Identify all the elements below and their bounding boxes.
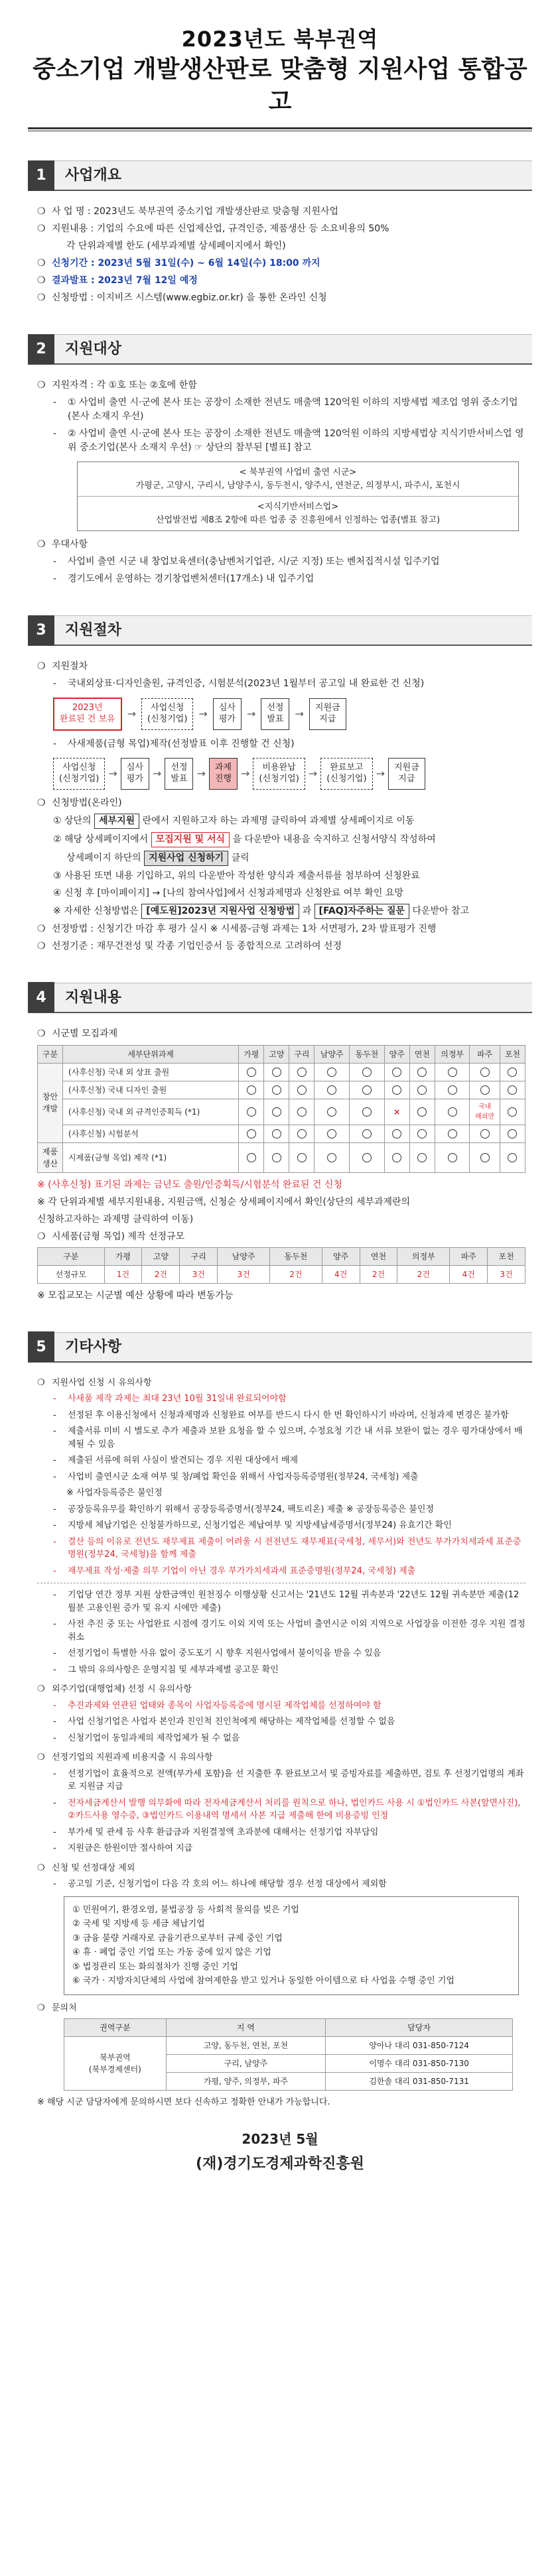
- section-2-header: [28, 334, 532, 365]
- footer-date: 2023년 5월: [242, 2130, 318, 2147]
- selection-criteria: 선정기준 : 재무건전성 및 각종 기업인증서 등 종합적으로 고려하여 선정: [52, 940, 342, 951]
- faq-download-tag[interactable]: [FAQ]자주하는 질문: [315, 904, 410, 919]
- page-header: [28, 0, 532, 131]
- priority-item-1: 사업비 출연 시군 내 창업보육센터(충남벤처기업관, 시/군 지정) 또는 벤처집적시설 입주기업: [68, 556, 440, 568]
- section-title: 지원대상: [65, 341, 122, 358]
- table-row: (사후신청) 국내 외 규격인증획득 (*1) × 국내 해외만: [38, 1099, 525, 1125]
- group-5-title: 신청 및 선정대상 제외: [52, 1863, 135, 1873]
- method-step-2b: 상세페이지 하단의 지원사업 신청하기 클릭: [37, 851, 525, 866]
- special-note: 국내 해외만: [470, 1099, 500, 1125]
- table-row: 구리, 남양주 이명수 대리 031-850-7130: [64, 2055, 513, 2073]
- note-item: 선정된 후 이용신청에서 신청과제명과 신청완료 여부를 반드시 다시 한 번 확인하시기 바라며, 신청과제 변경은 불가함: [68, 1410, 509, 1420]
- knowledge-service-desc: 산업발전법 제8조 2항에 따른 업종 중 진흥원에서 인정하는 업종(별표 참고): [155, 515, 441, 525]
- row-group: 창안 개발: [38, 1063, 63, 1142]
- table-header: 포천: [500, 1045, 525, 1063]
- row-label: (사후신청) 국내 외 규격인증획득 (*1): [63, 1099, 239, 1125]
- note-item: 전자세금계산서 발행 의무화에 따라 전자세금계산서 처리를 원칙으로 하나, 법인카드 사용 시 ①법인카드 사본(앞면사진), ②카드사용 영수증, ③법인카드 이용내역 명세서 사본 지급 제출해 한에 비용증빙 인정: [68, 1798, 521, 1821]
- note-item: 제출서류 미비 시 별도로 추가 제출과 보완 요청을 할 수 있으며, 수정요청 기간 내 서류 보완이 없는 경우 평가대상에서 배제될 수 있음: [68, 1426, 523, 1449]
- table-header: 구분: [38, 1045, 63, 1063]
- exclusion-box: [64, 1896, 519, 1995]
- table-header: 가평: [239, 1045, 264, 1063]
- eligibility-item-2: ② 사업비 출연 시·군에 본사 또는 공장이 소재한 전년도 매출액 120억원 이하의 지방세법상 지식기반서비스업 영위 중소기업(본사 소재지 우선) ☞ 상단의 참부된 [별표] 참고: [68, 428, 524, 454]
- note-item: 그 밖의 유의사항은 운영지침 및 세부과제별 공고문 확인: [68, 1664, 279, 1675]
- eligibility-intro: 지원자격 : 각 ①호 또는 ②호에 한함: [52, 380, 197, 391]
- quota-note: ※ 모집교모는 시군별 예산 상황에 따라 변동가능: [37, 1290, 234, 1301]
- application-period: 신청기간 : 2023년 5월 31일(수) ~ 6월 14일(수) 18:00 까지: [52, 258, 320, 269]
- region-box: [77, 461, 519, 531]
- section-3-header: [28, 615, 532, 646]
- row-label: (사후신청) 국내 디자인 출원: [63, 1081, 239, 1099]
- note-item: 지방세 체납기업은 신청불가하므로, 신청기업은 제납여부 및 지방세납세증명서(정부24) 유효기간 확인: [68, 1520, 452, 1531]
- table-header: 연천: [409, 1045, 435, 1063]
- row-label: (사후신청) 시험분석: [63, 1125, 239, 1142]
- flow-step: 비용완납 (신청기업): [253, 758, 305, 790]
- flow-step: 선정 발표: [261, 698, 289, 730]
- method-step-3: ③ 사용된 또면 내용 기입하고, 위의 다운받아 작성한 양식과 제출서류를 첨부하여 신청완료: [53, 870, 420, 881]
- section-4-body: ❍ 시군별 모집과제 구분 세부단위과제 가평 고양 구리 남양주 동두천 양주 연천 의정부 파주 포천 창안 개발 (사후신청) 국내 외 상표 출원 (사후신청) 국내 디자인 출원 (사후신청) 국내 외 규격인증획득 (*1) × 국내 해외만 (사후신청) 시험분석 제품 생산 시제품(금형 목업) 제작 (*1) ※ (사후신청) 표기된 과제는 금년도 출원/인증획득/시험분석 완료된 건 신청 ※ 각 단위과제별 세부지원내용, 지원금액, 신청순 상세페이지에서 확인(상단의 세부과제란의 신청하고자하는 과제명 클릭하여 이동) ❍ 시세품(금형 목업) 제작 선정규모 구분 가평 고양 구리 남양주 동두천 양주 연천 의정부 파주 포천 선정규모 1건 2건 3건 3건 2건 4건 2건 2건 4건 3건 ※ 모집교모는 시군별 예산 상황에 따라 변동가능: [28, 1013, 532, 1303]
- flow-step: 과제 진행: [209, 758, 238, 790]
- flow-step: 지원금 지급: [388, 758, 425, 790]
- title-divider: [28, 127, 532, 131]
- table-row: [38, 1142, 525, 1172]
- table-row: [38, 1125, 525, 1142]
- footer-org: (재)경기도경제과학진흥원: [196, 2155, 364, 2172]
- section-3-body: ❍ 지원절차 - 국내외상표·디자인출원, 규격인증, 시험분석(2023년 1월부터 공고일 내 완료한 건 신청) 2023년 완료된 건 보유 → 사업신청 (신청기업) → 심사 평가 → 선정 발표 → 지원금 지급 - 사새제품(금형 목업)제작(선정발표 이후 진행할 건 신청) 사업신청 (신청기업) → 심사 평가 → 선정 발표 → 과제 진행 → 비용완납 (신청기업) → 완료보고 (신청기업) → 지원금 지급 ❍ 신청방법(온라인) ① 상단의 세부지원 란에서 지원하고자 하는 과제명 클릭하여 과제별 상세페이지로 이동 ② 해당 상세페이지에서 모집지원 및 서식 을 다운받아 내용을 숙지하고 신청서양식 작성하여 상세페이지 하단의 지원사업 신청하기 클릭 ③ 사용된 또면 내용 기입하고, 위의 다운받아 작성한 양식과 제출서류를 첨부하여 신청완료 ④ 신청 후 [마이페이지] → [나의 참여사업]에서 신청과제명과 신청완료 여부 확인 요망 ※ 자세한 신청방법은 [예도원]2023년 지원사업 신청방법 과 [FAQ]자주하는 질문 다운받아 참고 ❍ 선정방법 : 신청기간 마감 후 평가 실시 ※ 시세품-금형 과제는 1차 서면평가, 2차 발표평가 진행 ❍ 선정기준 : 재무건전성 및 각종 기업인증서 등 종합적으로 고려하여 선정: [28, 646, 532, 953]
- flow-step: 사업신청 (신청기업): [53, 758, 105, 790]
- note-item: 공장등록유무를 확인하기 위해서 공장등록증명서(정부24, 팩토리온) 제출 ※ 공장등록증은 불인정: [68, 1504, 434, 1514]
- support-content: 지원내용 : 기업의 수요에 따른 신업제산업, 규격인증, 제품생산 등 소요비용의 50%: [52, 223, 389, 235]
- table-header: 의정부: [435, 1045, 470, 1063]
- table-title: 시군별 모집과제: [52, 1028, 118, 1039]
- section-title: 지원절차: [65, 622, 122, 639]
- procedure-intro-1: 국내외상표·디자인출원, 규격인증, 시험분석(2023년 1월부터 공고일 내 완료한 건 신청): [68, 678, 425, 690]
- section-5-body: ❍ 지원사업 신청 시 유의사항 - 사새품 제작 과제는 최대 23년 10월 31일내 완료되어야함 - 선정된 후 이용신청에서 신청과제명과 신청완료 여부를 반드시 다시 한 번 확인하시기 바라며, 신청과제 변경은 불가함 - 제출서류 미비 시 별도로 추가 제출과 보완 요청을 할 수 있으며, 수정요청 기간 내 서류 보완이 없는 경우 평가대상에서 배제될 수 있음 - 제출된 서류에 허위 사실이 발견되는 경우 지원 대상에서 배제 - 사업비 출연시군 소재 여부 및 창/폐업 확인을 위해서 사업자등록증명원(정부24, 국세청) 제출 ※ 사업자등록증은 불인정 - 공장등록유무를 확인하기 위해서 공장등록증명서(정부24, 팩토리온) 제출 ※ 공장등록증은 불인정 - 지방세 체납기업은 신청불가하므로, 신청기업은 제납여부 및 지방세납세증명서(정부24) 유효기간 확인 - 결산 등의 이유로 전년도 재무제표 제출이 어려울 시 전전년도 재무제표(국세청, 세무서)와 전년도 부가가치세과세 표준증명원(정부24, 국세청)을 함께 제출 - 재무제표 작성·제출 의무 기업이 아닌 경우 부가가치세과세 표준증명원(정부24, 국세청) 제출 - 기업당 연간 정부 지원 상한금액인 원천징수 이행상황 신고서는 '21년도 12월 귀속분과 '22년도 12월 귀속분만 제출(12월분 고용인원 증가 및 유지 시에만 제출) - 사전 추진 중 또는 사업완료 시점에 경기도 이외 지역 또는 사업비 출연시군 이외 지역으로 사업장을 이전한 경우 지원 결정 취소 - 선정기업이 특별한 사유 없이 중도포기 시 향후 지원사업에서 불이익을 받을 수 있음 - 그 밖의 유의사항은 운영지침 및 세부과제별 공고문 확인 ❍ 외주기업(대행업체) 선정 시 유의사항 - 추진과제와 연관된 업태와 종목이 사업자등록증에 명시된 제작업체를 선정하여야 함 - 사업 신청기업은 사업자 본인과 친인척 친인척에게 해당하는 제작업체를 선정할 수 없음 - 신청기업이 동일과제의 제작업체가 될 수 없음 ❍ 선정기업의 지원과제 비용지출 시 유의사항 - 선정기업이 효율적으로 전액(부가세 포함)을 선 지출한 후 완료보고서 및 증빙자료를 제출하면, 검토 후 선정기업명의 계좌로 지원금 지급 - 전자세금계산서 발행 의무화에 따라 전자세금계산서 처리를 원칙으로 하나, 법인카드 사용 시 ①법인카드 사본(앞면사진), ②카드사용 영수증, ③법인카드 이용내역 명세서 사본 지급 제출해 한에 비용증빙 인정 - 부가세 및 관세 등 사후 환급금과 지원결정액 초과분에 대해서는 선정기업 자부담임 - 지원금은 한원이만 절사하여 지급 ❍ 신청 및 선정대상 제외 - 공고일 기준, 신청기업이 다음 각 호의 어느 하나에 해당할 경우 선정 대상에서 제외함 ① 민원여기, 환경오염, 불법공장 등 사회적 물의를 빚은 기업 ② 국세 및 지방세 등 세금 체납기업 ③ 금융 불량 거래자로 금융기관으로부터 규제 중인 기업 ④ 휴 · 폐업 중인 기업 또는 가동 중에 있지 않은 기업 ⑤ 법정관리 또는 화의절차가 진행 중인 기업 ⑥ 국가 · 지방자치단체의 사업에 참여제한을 받고 있거나 동일한 아이템으로 타 사업을 수행 중인 기업 ❍ 문의처 권역구분 지 역 담당자 북부권역 (북부경제센터) 고양, 동두천, 연천, 포천 양아나 대리 031-850-7124 구리, 남양주 이명수 대리 031-850-7130 가평, 양주, 의정부, 파주 김한솔 대리 031-850-7131 ※ 해당 시군 담당자에게 문의하시면 보다 신속하고 정확한 안내가 가능합니다.: [28, 1363, 532, 2109]
- row-label: 시제품(금형 목업) 제작 (*1): [63, 1142, 239, 1172]
- flow-step: 2023년 완료된 건 보유: [53, 698, 122, 731]
- result-announcement: 결과발표 : 2023년 7월 12일 예정: [52, 275, 198, 286]
- table-header: 구리: [289, 1045, 315, 1063]
- table-header: 파주: [470, 1045, 500, 1063]
- priority-title: 우대사항: [52, 539, 88, 550]
- note-item: 사전 추진 중 또는 사업완료 시점에 경기도 이외 지역 또는 사업비 출연시군 이외 지역으로 사업장을 이전한 경우 지원 결정 취소: [68, 1619, 525, 1642]
- section-number: 5: [28, 1331, 54, 1362]
- group-3-title: 외주기업(대행업체) 선정 시 유의사항: [52, 1684, 192, 1695]
- table-header: 세부단위과제: [63, 1045, 239, 1063]
- section-1-body: ❍ 사 업 명 : 2023년도 북부권역 중소기업 개발생산판로 맞춤형 지원사업 ❍ 지원내용 : 기업의 수요에 따른 신업제산업, 규격인증, 제품생산 등 소요비용의 50% 각 단위과제별 한도 (세부과제별 상세페이지에서 확인) ❍ 신청기간 : 2023년 5월 31일(수) ~ 6월 14일(수) 18:00 까지 ❍ 결과발표 : 2023년 7월 12일 예정 ❍ 신청방법 : 이지비즈 시스템(www.egbiz.or.kr) 을 통한 온라인 신청: [28, 191, 532, 305]
- section-number: 1: [28, 160, 54, 191]
- note-item: 사업비 출연시군 소재 여부 및 창/폐업 확인을 위해서 사업자등록증명원(정부24, 국세청) 제출: [68, 1471, 419, 1482]
- knowledge-service-title: <지식기반서비스업>: [257, 502, 339, 513]
- flow-step: 지원금 지급: [309, 698, 346, 730]
- group-4-title: 선정기업의 지원과제 비용지출 시 유의사항: [52, 1752, 213, 1763]
- note-item: 사업 신청기업은 사업자 본인과 친인척 친인척에게 해당하는 제작업체를 선정할 수 없음: [68, 1717, 395, 1727]
- section-number: 2: [28, 334, 54, 365]
- method-step-2: ② 해당 상세페이지에서 모집지원 및 서식 을 다운받아 내용을 숙지하고 신청서양식 작성하여: [37, 832, 525, 847]
- method-title: 신청방법(온라인): [52, 797, 122, 808]
- note-item: 부가세 및 관세 등 사후 환급금과 지원결정액 초과분에 대해서는 선정기업 자부담임: [68, 1827, 379, 1837]
- apply-button-tag[interactable]: 지원사업 신청하기: [144, 851, 228, 866]
- group-1-title: 지원사업 신청 시 유의사항: [52, 1377, 152, 1388]
- exclusion-item: ⑥ 국가 · 지방자치단체의 사업에 참여제한을 받고 있거나 동일한 아이템으로 타 사업을 수행 중인 기업: [72, 1976, 455, 1987]
- procedure-flow-2: 사업신청 (신청기업) → 심사 평가 → 선정 발표 → 과제 진행 → 비용완납 (신청기업) → 완료보고 (신청기업) → 지원금 지급: [53, 758, 525, 790]
- exclusion-item: ① 민원여기, 환경오염, 불법공장 등 사회적 물의를 빚은 기업: [72, 1904, 299, 1915]
- table-note-2: ※ 각 단위과제별 세부지원내용, 지원금액, 신청순 상세페이지에서 확인(상단의 세부과제란의: [37, 1196, 411, 1207]
- table-header: 남양주: [315, 1045, 350, 1063]
- table-row: 가평, 양주, 의정부, 파주 김한솔 대리 031-850-7131: [64, 2073, 513, 2091]
- table-row: [38, 1081, 525, 1099]
- procedure-intro-2: 사새제품(금형 목업)제작(선정발표 이후 진행할 건 신청): [68, 739, 295, 750]
- flow-step: 사업신청 (신청기업): [141, 698, 193, 730]
- section-5-header: [28, 1332, 532, 1363]
- procedure-title: 지원절차: [52, 661, 88, 672]
- flow-step: 선정 발표: [165, 758, 193, 790]
- section-4-header: [28, 983, 532, 1013]
- note-item: 추진과제와 연관된 업태와 종목이 사업자등록증에 명시된 제작업체를 선정하여야 함: [68, 1700, 382, 1711]
- quota-title: 시세품(금형 목업) 제작 선정규모: [52, 1231, 185, 1242]
- table-note-1: ※ (사후신청) 표기된 과제는 금년도 출원/인증획득/시험분석 완료된 건 신청: [37, 1179, 342, 1190]
- section-title: 기타사항: [65, 1338, 122, 1355]
- exclusion-item: ④ 휴 · 폐업 중인 기업 또는 가동 중에 있지 않은 기업: [72, 1947, 271, 1958]
- title-line-1: 2023년도 북부권역: [181, 27, 379, 52]
- table-row: [38, 1063, 525, 1081]
- section-number: 3: [28, 615, 54, 646]
- guide-download-tag[interactable]: [예도원]2023년 지원사업 신청방법: [141, 904, 299, 919]
- table-header: 동두천: [350, 1045, 385, 1063]
- section-1-header: [28, 160, 532, 191]
- procedure-flow-1: 2023년 완료된 건 보유 → 사업신청 (신청기업) → 심사 평가 → 선정 발표 → 지원금 지급: [53, 698, 525, 731]
- program-table: [37, 1045, 525, 1173]
- detail-support-tag[interactable]: 세부지원: [94, 814, 139, 829]
- row-group: 제품 생산: [38, 1142, 63, 1172]
- table-header: 고양: [264, 1045, 289, 1063]
- support-limit: 각 단위과제별 한도 (세부과제별 상세페이지에서 확인): [66, 241, 286, 252]
- title-line-2: 중소기업 개발생산판로 맞춤형 지원사업 통합공고: [33, 56, 527, 115]
- method-step-1: ① 상단의 세부지원 란에서 지원하고자 하는 과제명 클릭하여 과제별 상세페이지로 이동: [37, 814, 525, 829]
- note-item: 기업당 연간 정부 지원 상한금액인 원천징수 이행상황 신고서는 '21년도 12월 귀속분과 '22년도 12월 귀속분만 제출(12월분 고용인원 증가 및 유지 시에만 제출): [68, 1590, 520, 1613]
- section-title: 사업개요: [65, 167, 122, 184]
- note-item: 제출된 서류에 허위 사실이 발견되는 경우 지원 대상에서 배제: [68, 1455, 299, 1466]
- recruitment-form-tag[interactable]: 모집지원 및 서식: [151, 832, 230, 847]
- flow-step: 심사 평가: [213, 698, 242, 730]
- note-item: 재무제표 작성·제출 의무 기업이 아닌 경우 부가가치세과세 표준증명원(정부24, 국세청) 제출: [68, 1565, 416, 1576]
- method-step-5: ※ 자세한 신청방법은 [예도원]2023년 지원사업 신청방법 과 [FAQ]자주하는 질문 다운받아 참고: [37, 904, 525, 919]
- contact-title: 문의처: [52, 2002, 77, 2013]
- note-item: ※ 사업자등록증은 불인정: [66, 1488, 163, 1499]
- table-row: 북부권역 (북부경제센터) 고양, 동두천, 연천, 포천 양아나 대리 031-850-7124: [64, 2037, 513, 2055]
- table-row: 선정규모 1건 2건 3건 3건 2건 4건 2건 2건 4건 3건: [38, 1265, 525, 1283]
- row-label: (사후신청) 국내 외 상표 출원: [63, 1063, 239, 1081]
- note-item: 사새품 제작 과제는 최대 23년 10월 31일내 완료되어야함: [68, 1394, 287, 1404]
- section-number: 4: [28, 982, 54, 1012]
- exclusion-item: ② 국세 및 지방세 등 세금 체납기업: [72, 1919, 205, 1930]
- method-step-4: ④ 신청 후 [마이페이지] → [나의 참여사업]에서 신청과제명과 신청완료 여부 확인 요망: [53, 887, 403, 898]
- table-header: 양주: [384, 1045, 409, 1063]
- flow-step: 완료보고 (신청기업): [320, 758, 372, 790]
- page-footer: [28, 2129, 532, 2175]
- business-name: 사 업 명 : 2023년도 북부권역 중소기업 개발생산판로 맞춤형 지원사업: [52, 206, 339, 217]
- contact-note: ※ 해당 시군 담당자에게 문의하시면 보다 신속하고 정확한 안내가 가능합니다.: [37, 2097, 330, 2108]
- section-2-body: ❍ 지원자격 : 각 ①호 또는 ②호에 한함 - ① 사업비 출연 시·군에 본사 또는 공장이 소재한 전년도 매출액 120억원 이하의 지방세법 제조업 영위 중소기업(본사 소재지 우선) - ② 사업비 출연 시·군에 본사 또는 공장이 소재한 전년도 매출액 120억원 이하의 지방세법상 지식기반서비스업 영위 중소기업(본사 소재지 우선) ☞ 상단의 참부된 [별표] 참고 < 북부권역 사업비 출연 시군> 가평군, 고양시, 구리시, 남양주시, 동두천시, 양주시, 연천군, 의정부시, 파주시, 포천시 <지식기반서비스업> 산업발전법 제8조 2항에 따른 업종 중 진흥원에서 인정하는 업종(별표 참고) ❍ 우대사항 - 사업비 출연 시군 내 창업보육센터(충남벤처기업관, 시/군 지정) 또는 벤처집적시설 입주기업 - 경기도에서 운영하는 경기창업벤처센터(17개소) 내 입주기업: [28, 365, 532, 586]
- selection-method: 선정방법 : 신청기간 마감 후 평가 실시 ※ 시세품-금형 과제는 1차 서면평가, 2차 발표평가 진행: [52, 923, 437, 934]
- region-list: 가평군, 고양시, 구리시, 남양주시, 동두천시, 양주시, 연천군, 의정부시, 파주시, 포천시: [135, 480, 460, 491]
- application-method[interactable]: 신청방법 : 이지비즈 시스템(www.egbiz.or.kr) 을 통한 온라인 신청: [52, 292, 327, 304]
- note-item: 선정기업이 특별한 사유 없이 중도포기 시 향후 지원사업에서 불이익을 받을 수 있음: [68, 1648, 382, 1659]
- exclusion-item: ③ 금융 불량 거래자로 금융기관으로부터 규제 중인 기업: [72, 1933, 283, 1943]
- eligibility-item-1: ① 사업비 출연 시·군에 본사 또는 공장이 소재한 전년도 매출액 120억원 이하의 지방세법 제조업 영위 중소기업(본사 소재지 우선): [68, 397, 518, 422]
- table-note-3: 신청하고자하는 과제명 클릭하여 이동): [37, 1213, 194, 1225]
- note-item: 결산 등의 이유로 전년도 재무제표 제출이 어려울 시 전전년도 재무제표(국세청, 세무서)와 전년도 부가가치세과세 표준증명원(정부24, 국세청)을 함께 제출: [68, 1536, 522, 1560]
- contact-table: 권역구분 지 역 담당자 북부권역 (북부경제센터) 고양, 동두천, 연천, 포천 양아나 대리 031-850-7124 구리, 남양주 이명수 대리 031-850-7130 가평, 양주, 의정부, 파주 김한솔 대리 031-850-7131: [64, 2018, 513, 2091]
- region-box-title: < 북부권역 사업비 출연 시군>: [239, 467, 357, 478]
- section-title: 지원내용: [65, 989, 122, 1006]
- priority-item-2: 경기도에서 운영하는 경기창업벤처센터(17개소) 내 입주기업: [68, 574, 315, 585]
- note-item: 신청기업이 동일과제의 제작업체가 될 수 없음: [68, 1733, 240, 1743]
- exclusion-item: ⑤ 법정관리 또는 화의절차가 진행 중인 기업: [72, 1961, 238, 1972]
- exclusion-intro: 공고일 기준, 신청기업이 다음 각 호의 어느 하나에 해당할 경우 선정 대상에서 제외함: [68, 1879, 387, 1890]
- note-item: 지원금은 한원이만 절사하여 지급: [68, 1843, 193, 1854]
- quota-table: 구분 가평 고양 구리 남양주 동두천 양주 연천 의정부 파주 포천 선정규모 1건 2건 3건 3건 2건 4건 2건 2건 4건 3건: [37, 1247, 525, 1284]
- flow-step: 심사 평가: [121, 758, 149, 790]
- note-item: 선정기업이 효율적으로 전액(부가세 포함)을 선 지출한 후 완료보고서 및 증빙자료를 제출하면, 검토 후 선정기업명의 계좌로 지원금 지급: [68, 1768, 524, 1792]
